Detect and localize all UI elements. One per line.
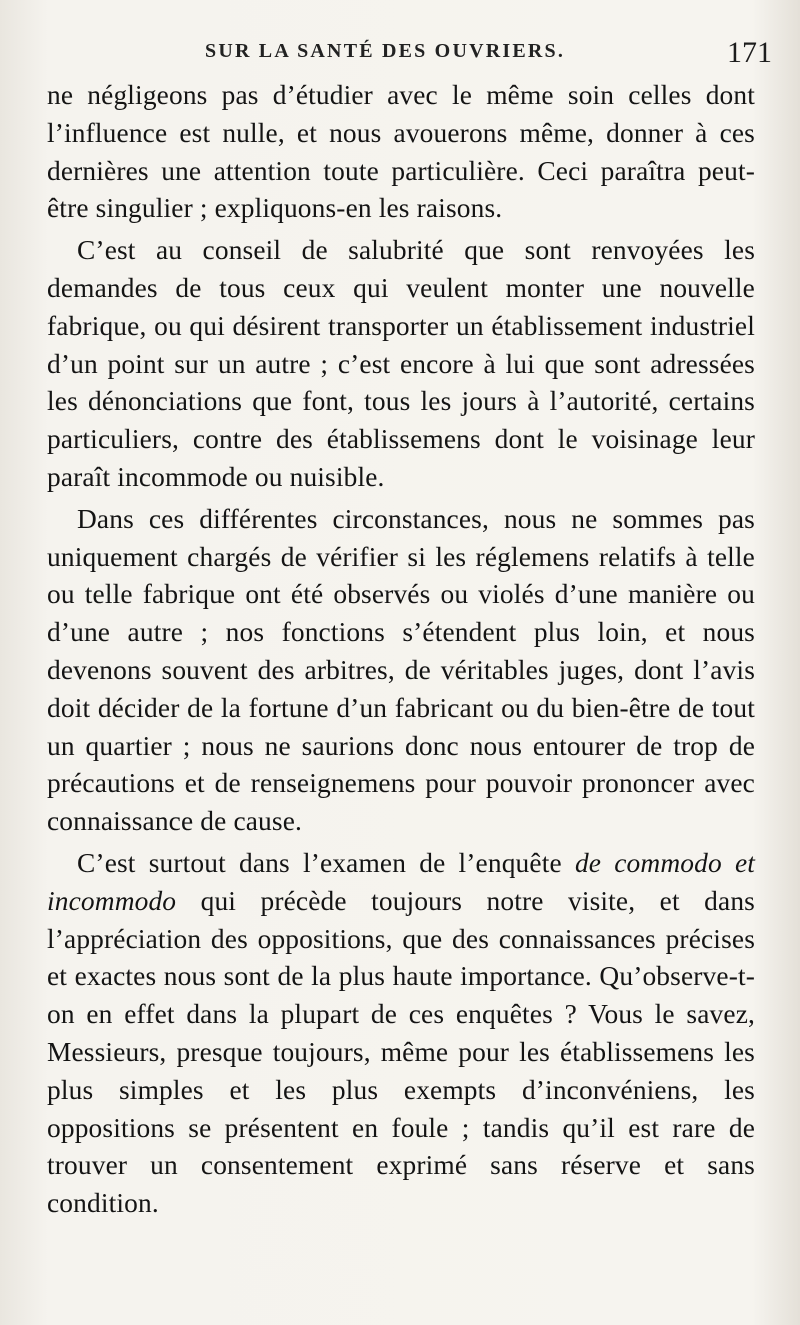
paragraph-enquete xyxy=(47,845,755,1223)
paragraph-enquete-start: C’est surtout dans l’examen de l’enquête xyxy=(77,847,575,878)
paragraph-continuation: ne négligeons pas d’étudier avec le même soin celles dont l’influence est nulle, et nous avouerons même, donner à ces dernières une attention toute particulière. Ceci paraîtra peut-être singulier ; expliquons-en les raisons. xyxy=(47,80,755,224)
latin-phrase: de commodo et incommodo xyxy=(47,847,756,916)
paragraph-enquete-end: qui précède toujours notre visite, et dans l’appréciation des oppositions, que des connaissances précises et exactes nous sont de la plus haute importance. Qu’observe-t-on en effet dans la plupart de ces enquêtes ? Vous le savez, Messieurs, presque toujours, même pour les établissemens les plus simples et les plus exempts d’inconvéniens, les oppositions se présentent en foule ; tandis qu’il est rare de trouver un consentement exprimé sans réserve et sans condition. xyxy=(47,885,755,1219)
body-text xyxy=(47,77,755,1223)
paragraph-circonstances: Dans ces différentes circonstances, nous ne sommes pas uniquement chargés de vérifier si les réglemens relatifs à telle ou telle fabrique ont été observés ou violés d’une manière ou d’une autre ; nos fonctions s’étendent plus loin, et nous devenons souvent des arbitres, de véritables juges, dont l’avis doit décider de la fortune d’un fabricant ou du bien-être de tout un quartier ; nous ne saurions donc nous entourer de trop de précautions et de renseignemens pour pouvoir prononcer avec connaissance de cause. xyxy=(47,503,755,837)
paragraph-conseil-salubrite: C’est au conseil de salubrité que sont renvoyées les demandes de tous ceux qui veulent monter une nouvelle fabrique, ou qui désirent transporter un établissement industriel d’un point sur un autre ; c’est encore à lui que sont adressées les dénonciations que font, tous les jours à l’autorité, certains particuliers, contre des établissemens dont le voisinage leur paraît incommode ou nuisible. xyxy=(47,235,755,492)
running-title: SUR LA SANTÉ DES OUVRIERS. xyxy=(205,40,566,62)
page-header xyxy=(0,36,800,76)
page-number: 171 xyxy=(727,36,772,69)
